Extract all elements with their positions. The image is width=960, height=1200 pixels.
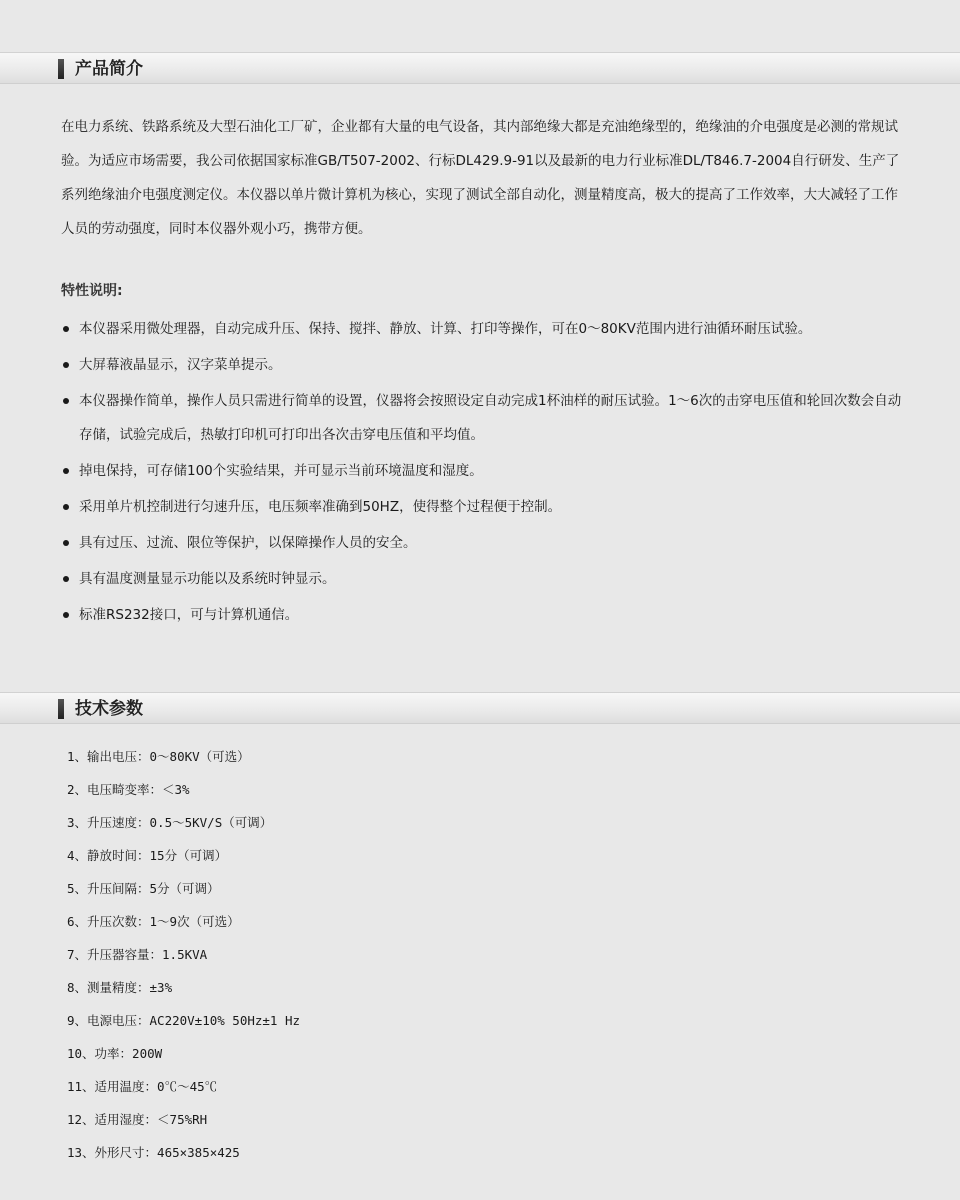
intro-paragraph: 在电力系统、铁路系统及大型石油化工厂矿，企业都有大量的电气设备，其内部绝缘大都是充油绝缘型的，绝缘油的介电强度是必测的常规试验。为适应市场需要，我公司依据国家标准GB/T507-2002、行标DL429.9-91以及最新的电力行业标准DL/T846.7-2004自行研发、生产了系列绝缘油介电强度测定仪。本仪器以单片微计算机为核心，实现了测试全部自动化，测量精度高，极大的提高了工作效率，大大减轻了工作人员的劳动强度，同时本仪器外观小巧，携带方便。 [61,119,900,237]
feature-item: 标准RS232接口，可与计算机通信。 [61,598,906,632]
intro-section-header [0,52,960,84]
param-item: 6、升压次数：1～9次（可选） [67,914,240,929]
param-item: 7、升压器容量：1.5KVA [67,947,208,962]
param-item: 3、升压速度：0.5～5KV/S（可调） [67,815,273,830]
features-list [61,312,906,634]
param-item: 8、测量精度：±3% [67,980,173,995]
param-item: 5、升压间隔：5分（可调） [67,881,220,896]
param-item: 12、适用湿度：＜75%RH [67,1112,208,1127]
feature-item: 大屏幕液晶显示，汉字菜单提示。 [61,348,906,382]
section-marker-icon [58,699,64,719]
params-list [67,742,300,1171]
params-section-header [0,692,960,724]
features-heading: 特性说明: [61,283,123,299]
section-marker-icon [58,59,64,79]
param-item: 11、适用温度：0℃～45℃ [67,1079,218,1094]
param-item: 4、静放时间：15分（可调） [67,848,228,863]
feature-item: 具有过压、过流、限位等保护，以保障操作人员的安全。 [61,526,906,560]
feature-item: 采用单片机控制进行匀速升压，电压频率准确到50HZ，使得整个过程便于控制。 [61,490,906,524]
param-item: 9、电源电压：AC220V±10% 50Hz±1 Hz [67,1013,301,1028]
intro-section-title: 产品简介 [75,59,143,79]
param-item: 2、电压畸变率：＜3% [67,782,190,797]
param-item: 1、输出电压：0～80KV（可选） [67,749,250,764]
param-item: 10、功率：200W [67,1046,163,1061]
feature-item: 掉电保持，可存储100个实验结果，并可显示当前环境温度和湿度。 [61,454,906,488]
feature-item: 本仪器操作简单，操作人员只需进行简单的设置，仪器将会按照设定自动完成1杯油样的耐压试验。1～6次的击穿电压值和轮回次数会自动存储，试验完成后，热敏打印机可打印出各次击穿电压值和平均值。 [61,384,906,452]
feature-item: 具有温度测量显示功能以及系统时钟显示。 [61,562,906,596]
feature-item: 本仪器采用微处理器，自动完成升压、保持、搅拌、静放、计算、打印等操作，可在0～80KV范围内进行油循环耐压试验。 [61,312,906,346]
params-section-title: 技术参数 [75,699,143,719]
param-item: 13、外形尺寸：465×385×425 [67,1145,240,1160]
